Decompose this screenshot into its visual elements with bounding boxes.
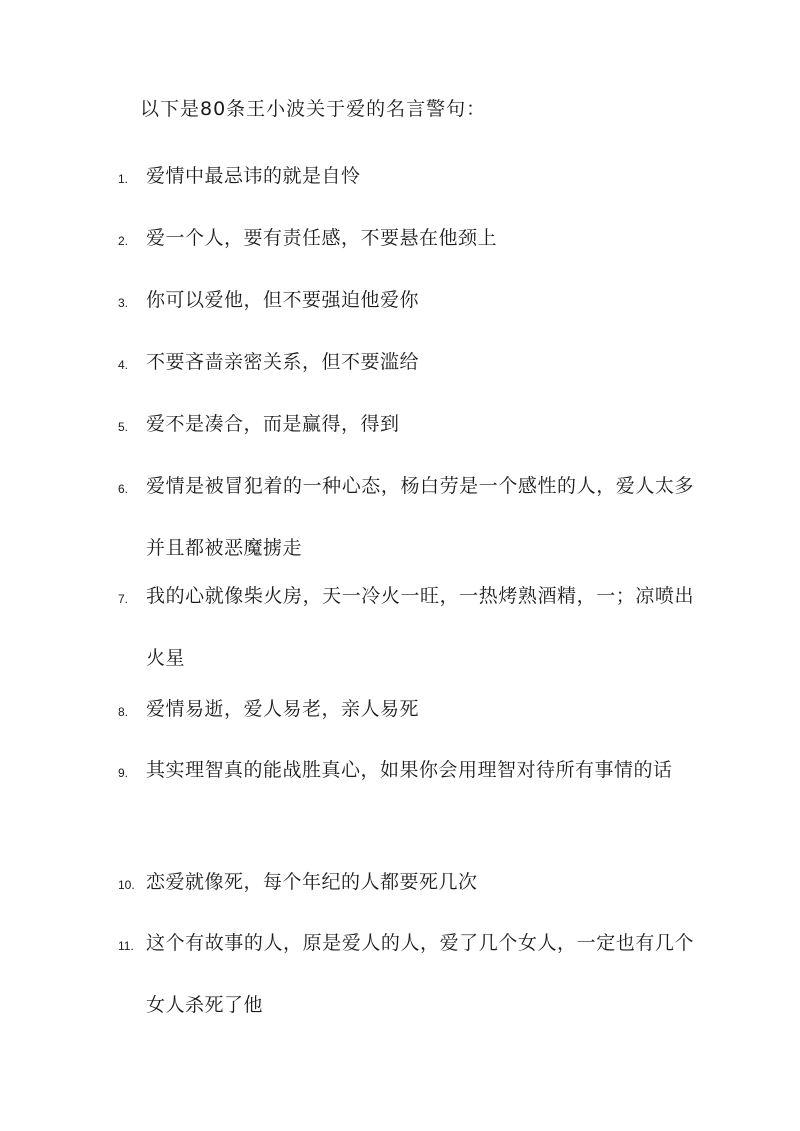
- item-number: 11.: [118, 939, 134, 953]
- item-number: 9.: [118, 766, 129, 780]
- item-number: 1.: [118, 172, 129, 186]
- item-text: 你可以爱他，但不要强迫他爱你: [146, 289, 420, 311]
- item-number: 5.: [118, 420, 129, 434]
- item-number: 10.: [118, 878, 135, 892]
- item-text: 爱情易逝，爱人易老，亲人易死: [146, 698, 420, 720]
- item-number: 2.: [118, 234, 129, 248]
- item-text: 爱情是被冒犯着的一种心态，杨白劳是一个感性的人，爱人太多并且都被恶魔掳走: [146, 475, 694, 559]
- item-text: 爱情中最忌讳的就是自怜: [146, 165, 361, 187]
- item-text: 恋爱就像死，每个年纪的人都要死几次: [146, 871, 478, 893]
- item-text: 其实理智真的能战胜真心，如果你会用理智对待所有事情的话: [146, 759, 673, 781]
- intro-line: 以下是80条王小波关于爱的名言警句：: [140, 98, 487, 120]
- item-text: 不要吝啬亲密关系，但不要滥给: [146, 351, 420, 373]
- item-number: 7.: [118, 592, 129, 606]
- item-number: 8.: [118, 705, 129, 719]
- item-text: 爱不是凑合，而是赢得，得到: [146, 413, 400, 435]
- item-text: 爱一个人，要有责任感，不要悬在他颈上: [146, 227, 498, 249]
- item-number: 4.: [118, 358, 129, 372]
- item-text: 我的心就像柴火房，天一冷火一旺，一热烤熟酒精，一；凉喷出火星: [146, 585, 694, 669]
- item-number: 6.: [118, 482, 129, 496]
- item-text: 这个有故事的人，原是爱人的人，爱了几个女人，一定也有几个女人杀死了他: [146, 932, 694, 1016]
- item-number: 3.: [118, 296, 129, 310]
